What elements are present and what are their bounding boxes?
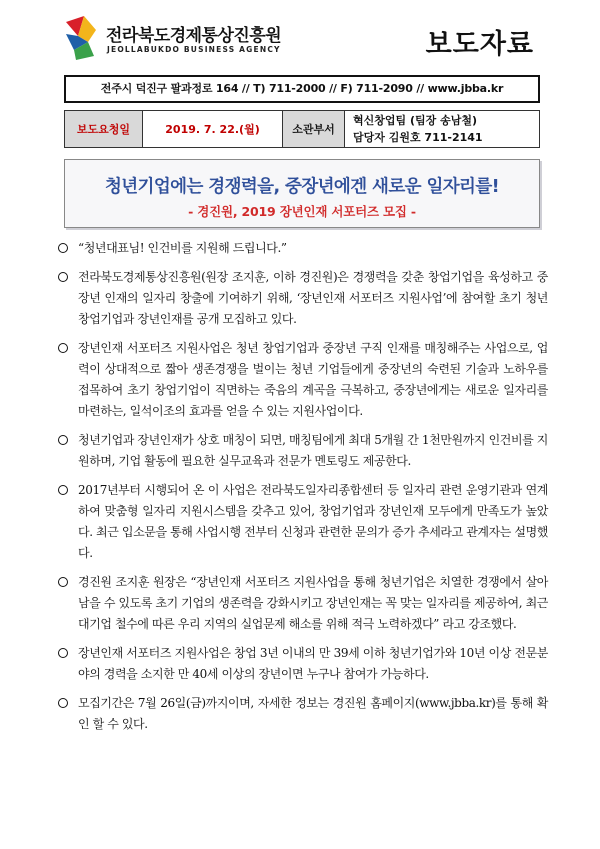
request-date-value: 2019. 7. 22.(월) — [143, 111, 283, 148]
paragraph-6: 경진원 조지훈 원장은 “장년인재 서포터즈 지원사업을 통해 청년기업은 치열한 경쟁에서 살아남을 수 있도록 초기 기업의 생존력을 강화시키고 장년인재는 꼭 맞는 일자리를 제공하여, 최근 대기업 철수에 따른 우리 지역의 실업문제 해소를 위해 적극 노력하겠다” 라고 강조했다. — [58, 572, 548, 635]
paragraph-8: 모집기간은 7월 26일(금)까지이며, 자세한 정보는 경진원 홈페이지(www.jbba.kr)를 통해 확인 할 수 있다. — [58, 693, 548, 735]
headline-box — [64, 159, 540, 228]
circle-bullet-icon — [58, 577, 68, 587]
paragraph-7: 장년인재 서포터즈 지원사업은 창업 3년 이내의 만 39세 이하 청년기업가와 10년 이상 전문분야의 경력을 소지한 만 40세 이상의 장년이면 누구나 참여가 가능하다. — [58, 643, 548, 685]
release-info-table — [64, 110, 540, 148]
circle-bullet-icon — [58, 648, 68, 658]
department-value — [345, 111, 540, 148]
paragraph-1: “청년대표님! 인건비를 지원해 드립니다.” — [58, 238, 548, 259]
header — [40, 14, 560, 64]
agency-logo-icon — [64, 16, 98, 60]
org-name: 전라북도경제통상진흥원 — [106, 26, 282, 46]
article-body — [58, 238, 548, 743]
contact-bar: 전주시 덕진구 팔과정로 164 // T) 711-2000 // F) 711-2090 // www.jbba.kr — [64, 75, 540, 103]
circle-bullet-icon — [58, 272, 68, 282]
paragraph-5: 2017년부터 시행되어 온 이 사업은 전라북도일자리종합센터 등 일자리 관련 운영기관과 연계하여 맞춤형 일자리 지원시스템을 갖추고 있어, 창업기업과 장년인재 모두에게 만족도가 높았다. 최근 입소문을 통해 사업시행 전부터 신청과 관련한 문의가 증가 추세라고 관계자는 설명했다. — [58, 480, 548, 564]
circle-bullet-icon — [58, 435, 68, 445]
department-contact-person: 담당자 김원호 711-2141 — [353, 131, 483, 144]
headline: 청년기업에는 경쟁력을, 중장년에겐 새로운 일자리를! — [104, 177, 500, 197]
department-label: 소관부서 — [283, 111, 345, 148]
circle-bullet-icon — [58, 485, 68, 495]
request-date-label: 보도요청일 — [65, 111, 143, 148]
department-team: 혁신창업팀 (팀장 송남철) — [353, 114, 477, 127]
circle-bullet-icon — [58, 698, 68, 708]
subheadline: - 경진원, 2019 장년인재 서포터즈 모집 - — [188, 204, 416, 219]
paragraph-2: 전라북도경제통상진흥원(원장 조지훈, 이하 경진원)은 경쟁력을 갖춘 창업기업을 육성하고 중장년 인재의 일자리 창출에 기여하기 위해, ‘장년인재 서포터즈 지원사업’에 참여할 초기 청년 창업기업과 장년인재를 공개 모집하고 있다. — [58, 267, 548, 330]
circle-bullet-icon — [58, 243, 68, 253]
paragraph-3: 장년인재 서포터즈 지원사업은 청년 창업기업과 중장년 구직 인재를 매칭해주는 사업으로, 업력이 상대적으로 짧아 생존경쟁을 벌이는 청년 기업들에게 중장년의 숙련된 기술과 노하우를 접목하여 초기 창업기업이 직면하는 죽음의 계곡을 극복하고, 중장년에게는 새로운 일자리를 마련하는, 일석이조의 효과를 얻을 수 있는 지원사업이다. — [58, 338, 548, 422]
org-name-english: JEOLLABUKDO BUSINESS AGENCY — [107, 45, 281, 54]
document-type-title: 보도자료 — [425, 29, 534, 60]
paragraph-4: 청년기업과 장년인재가 상호 매칭이 되면, 매칭팀에게 최대 5개월 간 1천만원까지 인건비를 지원하며, 기업 활동에 필요한 실무교육과 전문가 멘토링도 제공한다. — [58, 430, 548, 472]
circle-bullet-icon — [58, 343, 68, 353]
